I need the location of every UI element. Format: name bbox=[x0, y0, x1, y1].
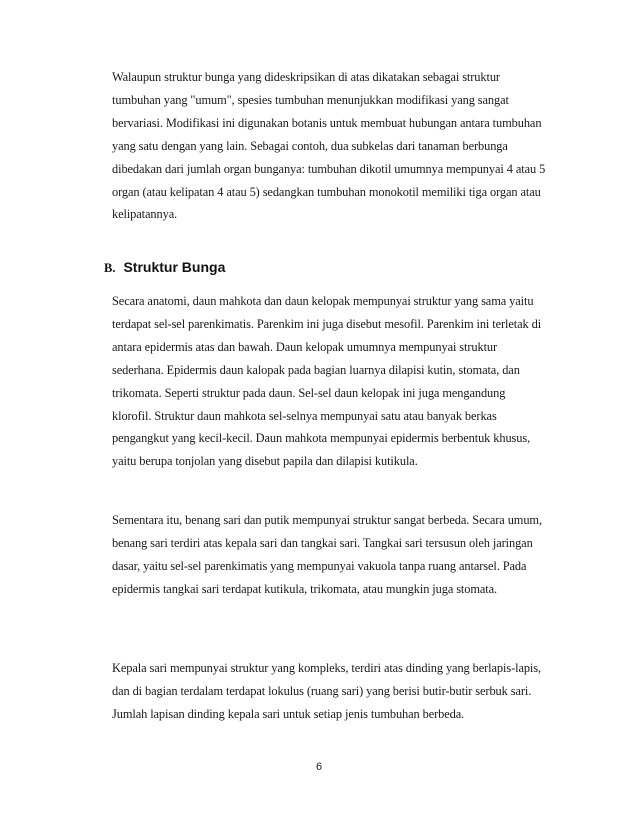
paragraph-anatomy bbox=[112, 290, 564, 473]
text-line: sederhana. Epidermis daun kalopak pada bagian luarnya dilapisi kutin, stomata, dan bbox=[112, 362, 520, 377]
text-line: bervariasi. Modifikasi ini digunakan botanis untuk membuat hubungan antara tumbuhan bbox=[112, 115, 542, 130]
text-line: Walaupun struktur bunga yang dideskripsikan di atas dikatakan sebagai struktur bbox=[112, 70, 500, 84]
text-line: Secara anatomi, daun mahkota dan daun kelopak mempunyai struktur yang sama yaitu bbox=[112, 294, 534, 308]
text-line: Sementara itu, benang sari dan putik mempunyai struktur sangat berbeda. Secara umum, bbox=[112, 513, 542, 527]
text-line: dan di bagian terdalam terdapat lokulus (ruang sari) yang berisi butir-butir serbuk sari. bbox=[112, 683, 532, 698]
text-line: yang satu dengan yang lain. Sebagai contoh, dua subkelas dari tanaman berbunga bbox=[112, 138, 508, 153]
text-line: Kepala sari mempunyai struktur yang kompleks, terdiri atas dinding yang berlapis-lapis, bbox=[112, 661, 541, 675]
paragraph-intro bbox=[112, 66, 564, 226]
text-line: organ (atau kelipatan 4 atau 5) sedangkan tumbuhan monokotil memiliki tiga organ atau bbox=[112, 184, 541, 199]
section-title: Struktur Bunga bbox=[123, 259, 226, 275]
text-line: tumbuhan yang "umum", spesies tumbuhan menunjukkan modifikasi yang sangat bbox=[112, 92, 509, 107]
paragraph-anther bbox=[112, 657, 564, 726]
section-number: B. bbox=[104, 261, 116, 275]
section-heading bbox=[104, 259, 225, 276]
page-number: 6 bbox=[315, 761, 323, 773]
paragraph-stamen bbox=[112, 509, 564, 601]
text-line: antara epidermis atas dan bawah. Daun kelopak umumnya mempunyai struktur bbox=[112, 339, 498, 354]
text-line: pengangkut yang kecil-kecil. Daun mahkota mempunyai epidermis berbentuk khusus, bbox=[112, 431, 531, 446]
text-line: Jumlah lapisan dinding kepala sari untuk setiap jenis tumbuhan berbeda. bbox=[112, 706, 465, 721]
text-line: terdapat sel-sel parenkimatis. Parenkim ini juga disebut mesofil. Parenkim ini terletak di bbox=[112, 316, 542, 331]
text-line: yaitu berupa tonjolan yang disebut papila dan dilapisi kutikula. bbox=[112, 454, 418, 469]
text-line: trikomata. Seperti struktur pada daun. Sel-sel daun kelopak ini juga mengandung bbox=[112, 385, 506, 400]
text-line: klorofil. Struktur daun mahkota sel-selnya mempunyai satu atau banyak berkas bbox=[112, 408, 497, 423]
text-line: kelipatannya. bbox=[112, 207, 178, 222]
text-line: epidermis tangkai sari terdapat kutikula, trikomata, atau mungkin juga stomata. bbox=[112, 581, 498, 596]
text-line: dasar, yaitu sel-sel parenkimatis yang mempunyai vakuola tanpa ruang antarsel. Pada bbox=[112, 558, 527, 573]
text-line: benang sari terdiri atas kepala sari dan tangkai sari. Tangkai sari tersusun oleh jaringan bbox=[112, 535, 533, 550]
text-line: dibedakan dari jumlah organ bunganya: tumbuhan dikotil umumnya mempunyai 4 atau 5 bbox=[112, 161, 546, 176]
